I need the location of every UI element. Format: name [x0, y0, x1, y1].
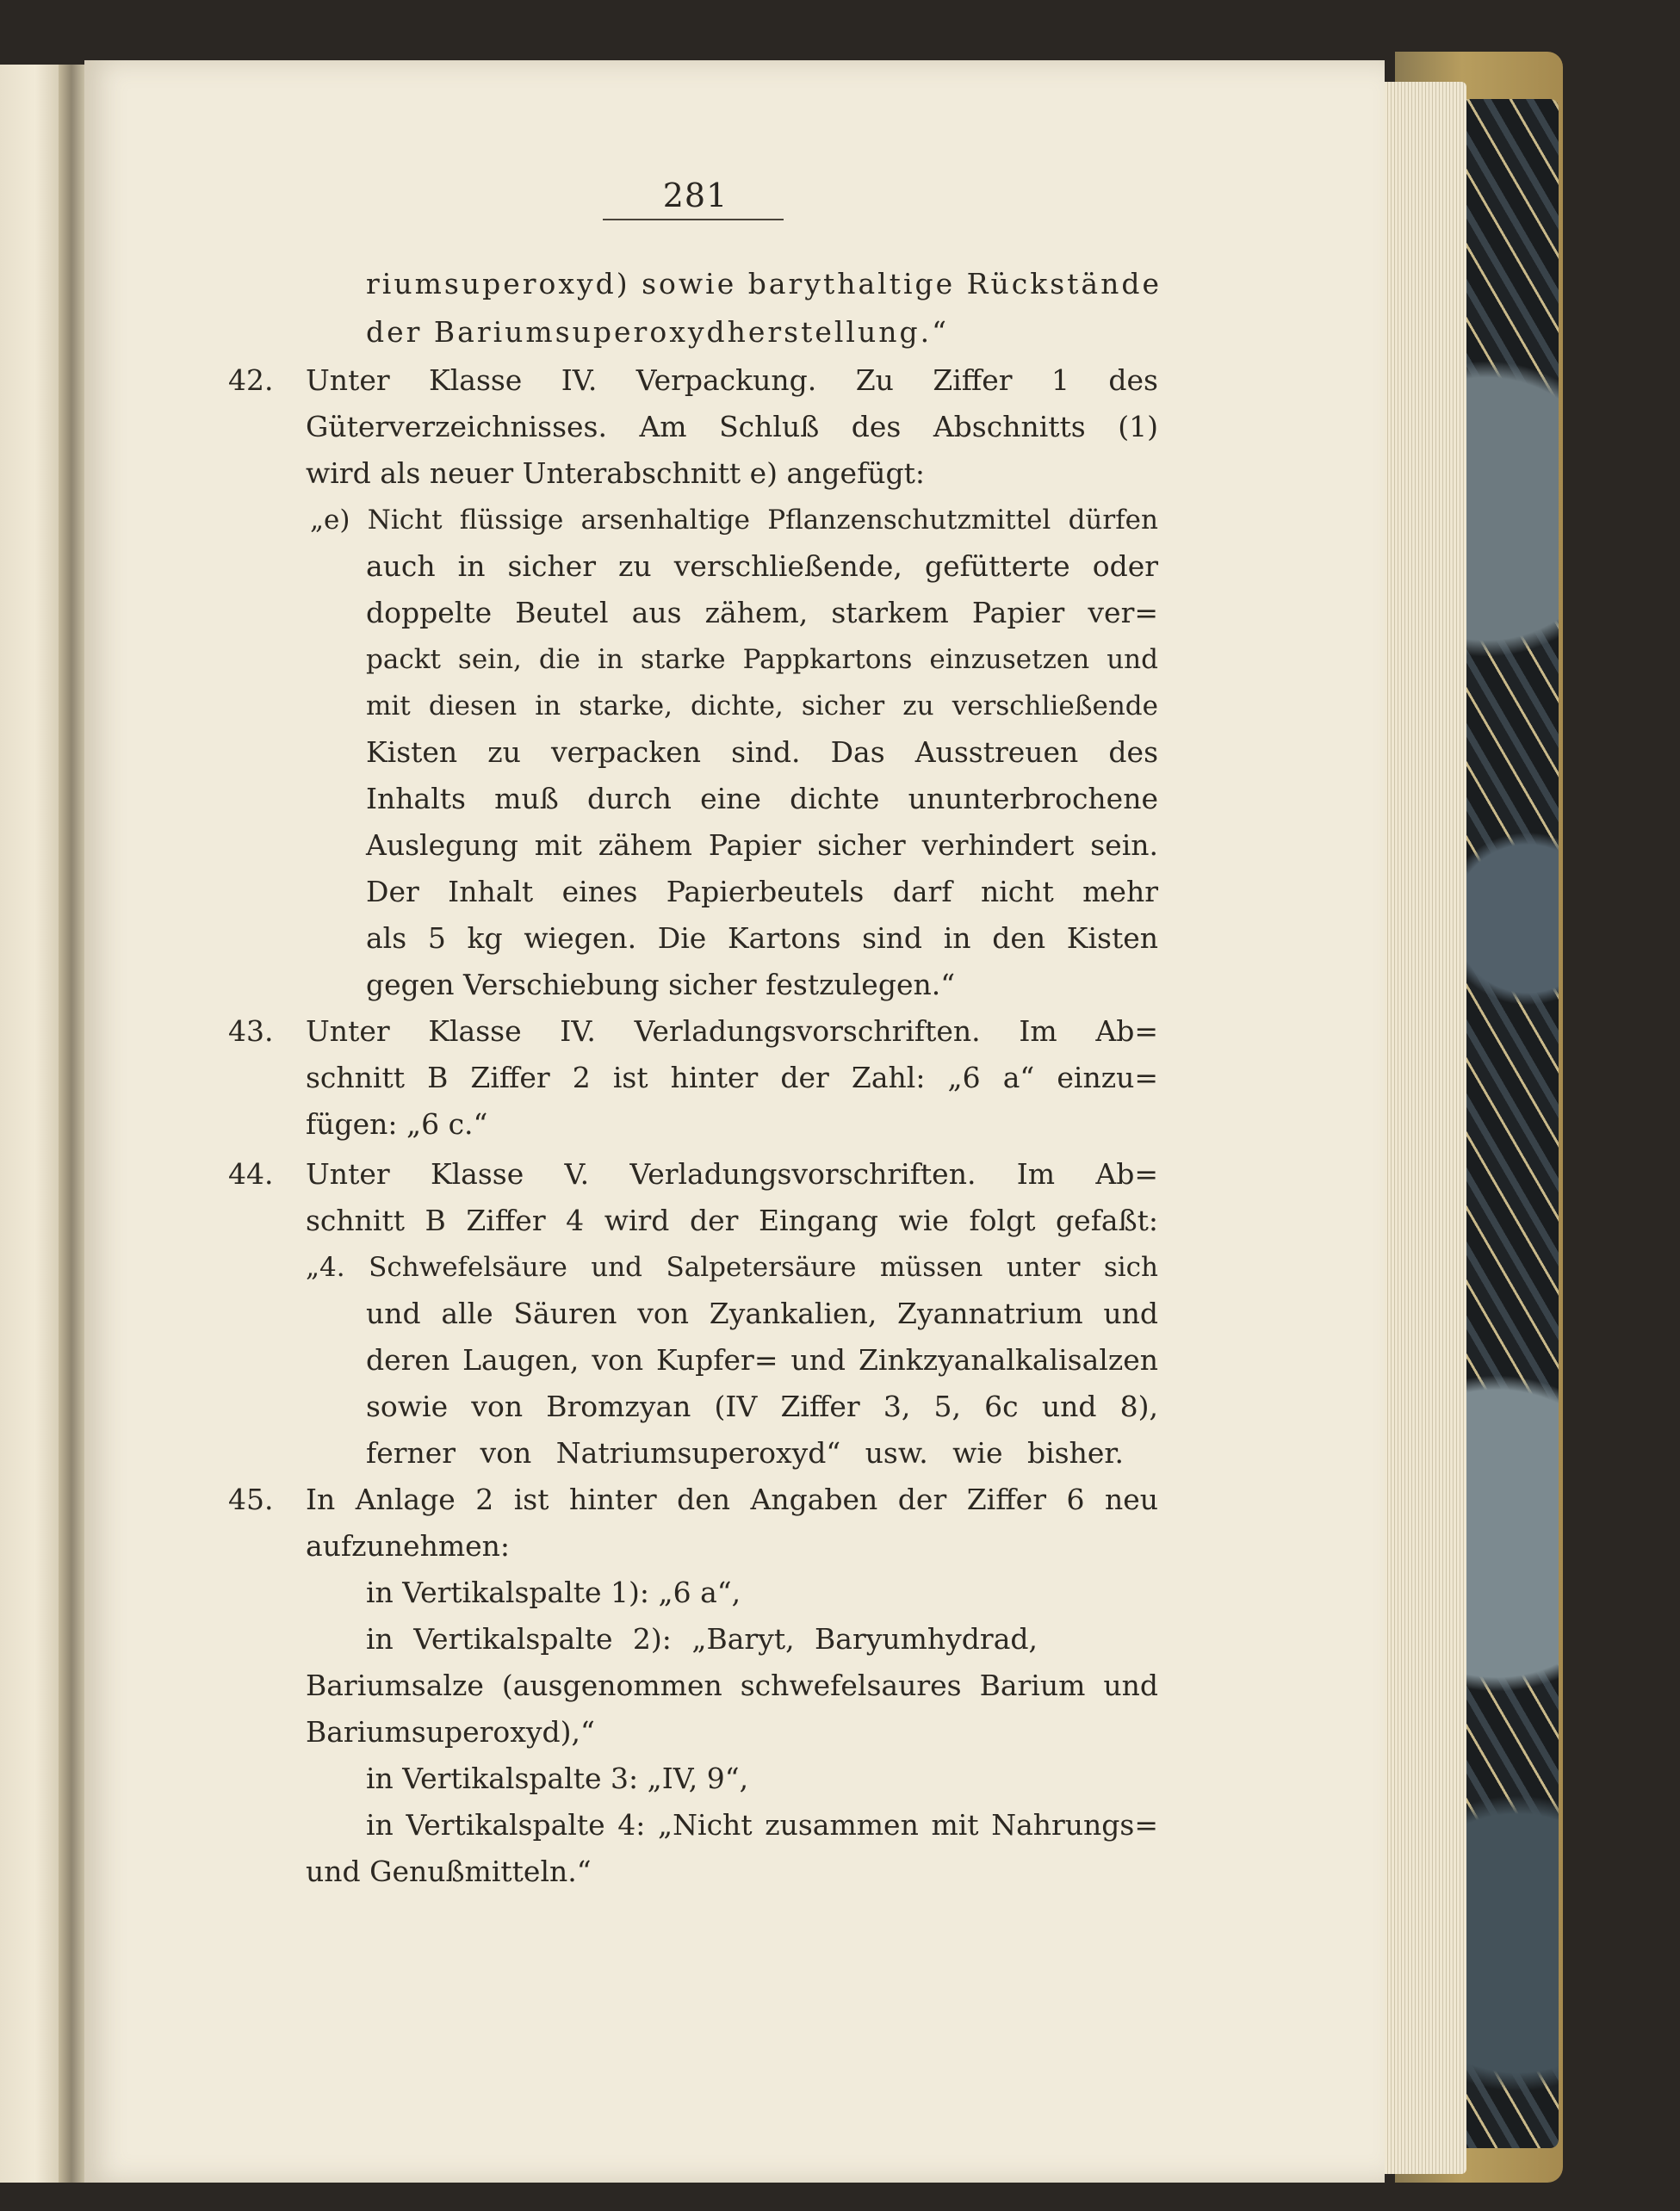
text-line: Bariumsuperoxyd),“: [306, 1715, 595, 1749]
text-line: in Vertikalspalte 1): „6 a“,: [366, 1576, 741, 1609]
text-line: ferner von Natriumsuperoxyd“ usw. wie bisher.: [366, 1436, 1124, 1470]
text-line: gegen Verschiebung sicher festzulegen.“: [366, 968, 956, 1001]
text-line: Der Inhalt eines Papierbeutels darf nicht mehr: [366, 875, 1158, 908]
text-line: Kisten zu verpacken sind. Das Ausstreuen des: [366, 735, 1158, 769]
item-number: 42.: [228, 363, 274, 397]
text-line: als 5 kg wiegen. Die Kartons sind in den Kisten: [366, 921, 1158, 955]
text-line: doppelte Beutel aus zähem, starkem Papier ver=: [366, 596, 1158, 629]
text-line: In Anlage 2 ist hinter den Angaben der Ziffer 6 neu: [306, 1483, 1158, 1516]
text-line: auch in sicher zu verschließende, gefütterte oder: [366, 549, 1158, 583]
item-number: 45.: [228, 1483, 274, 1516]
page-number: 281: [662, 177, 728, 214]
text-line: „4. Schwefelsäure und Salpetersäure müssen unter sich: [306, 1252, 1158, 1283]
text-line: Bariumsalze (ausgenommen schwefelsaures Barium und: [306, 1669, 1158, 1702]
text-line: in Vertikalspalte 3: „IV, 9“,: [366, 1762, 749, 1795]
text-line: fügen: „6 c.“: [306, 1107, 488, 1141]
text-line: sowie von Bromzyan (IV Ziffer 3, 5, 6c und 8),: [366, 1390, 1158, 1423]
text-line: schnitt B Ziffer 4 wird der Eingang wie folgt gefaßt:: [306, 1204, 1158, 1237]
text-line: Unter Klasse IV. Verpackung. Zu Ziffer 1 des: [306, 363, 1158, 397]
text-line: packt sein, die in starke Pappkartons einzusetzen und: [366, 644, 1158, 675]
text-line: Güterverzeichnisses. Am Schluß des Abschnitts (1): [306, 410, 1158, 443]
text-line: Unter Klasse IV. Verladungsvorschriften. Im Ab=: [306, 1014, 1158, 1048]
text-line: Unter Klasse V. Verladungsvorschriften. Im Ab=: [306, 1157, 1158, 1191]
item-number: 43.: [228, 1014, 274, 1048]
text-line: Auslegung mit zähem Papier sicher verhindert sein.: [366, 828, 1158, 862]
text-line: mit diesen in starke, dichte, sicher zu verschließende: [366, 691, 1158, 722]
text-line: Inhalts muß durch eine dichte ununterbrochene: [366, 782, 1158, 815]
text-line: in Vertikalspalte 2): „Baryt, Baryumhydrad,: [366, 1622, 1038, 1656]
text-line: riumsuperoxyd) sowie barythaltige Rückstände: [366, 267, 1162, 300]
text-line: aufzunehmen:: [306, 1529, 511, 1563]
text-line: und alle Säuren von Zyankalien, Zyannatrium und: [366, 1297, 1158, 1330]
text-line: wird als neuer Unterabschnitt e) angefügt:: [306, 456, 926, 490]
text-line: deren Laugen, von Kupfer= und Zinkzyanalkalisalzen: [366, 1343, 1158, 1377]
text-line: und Genußmitteln.“: [306, 1855, 592, 1888]
text-line: in Vertikalspalte 4: „Nicht zusammen mit Nahrungs=: [366, 1808, 1158, 1842]
item-number: 44.: [228, 1157, 274, 1191]
text-line: der Bariumsuperoxydherstellung.“: [366, 315, 949, 349]
text-line: „e) Nicht flüssige arsenhaltige Pflanzenschutzmittel dürfen: [310, 505, 1158, 536]
text-line: schnitt B Ziffer 2 ist hinter der Zahl: „6 a“ einzu=: [306, 1061, 1158, 1094]
